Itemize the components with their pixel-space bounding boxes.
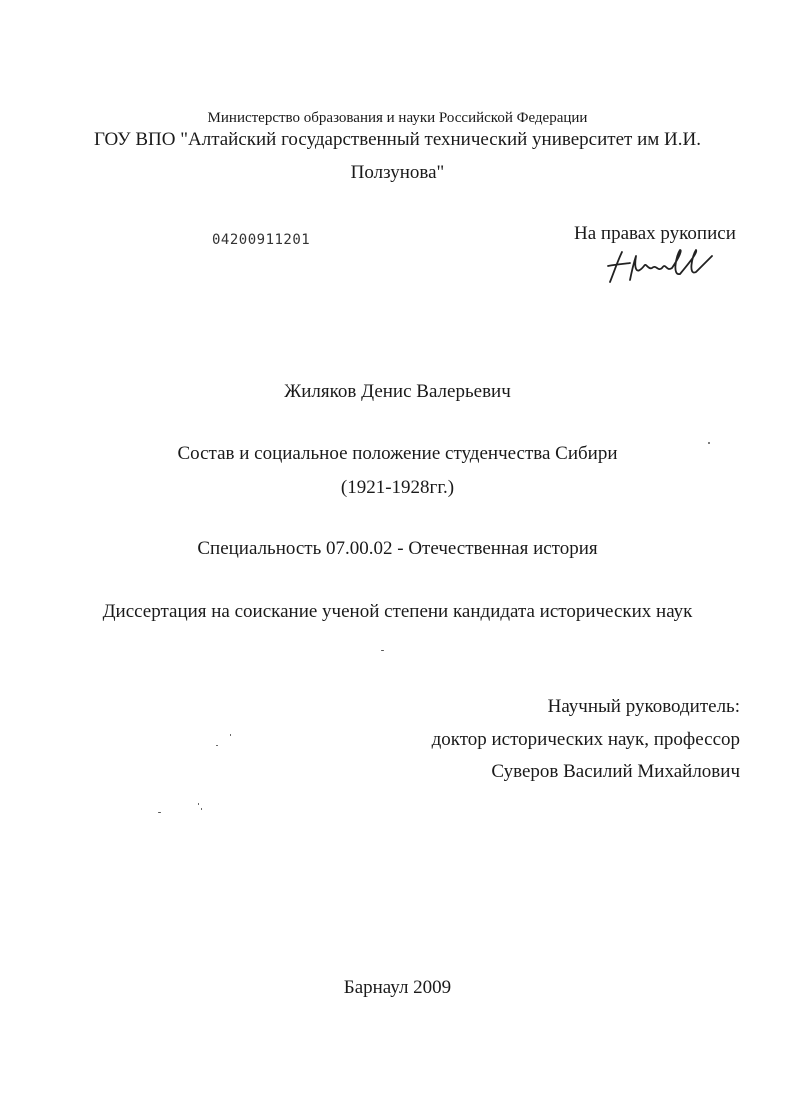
author-name: Жиляков Денис Валерьевич [284, 381, 511, 402]
dissertation-title-line1: Состав и социальное положение студенчества Сибири [177, 443, 618, 464]
scan-speck [198, 803, 199, 805]
scan-speck [230, 734, 231, 736]
university-heading-line2: Ползунова" [350, 162, 445, 183]
registry-number: 04200911201 [212, 232, 311, 248]
manuscript-note: На правах рукописи [574, 223, 736, 244]
ministry-heading: Министерство образования и науки Российской Федерации [207, 110, 588, 126]
university-heading-line1: ГОУ ВПО "Алтайский государственный технический университет им И.И. [94, 129, 701, 150]
scan-speck [201, 808, 202, 810]
dissertation-title-line2: (1921-1928гг.) [340, 477, 455, 498]
scan-speck [216, 745, 218, 746]
specialty: Специальность 07.00.02 - Отечественная история [197, 538, 598, 559]
dissertation-type: Диссертация на соискание ученой степени кандидата исторических наук [102, 601, 693, 622]
city-year: Барнаул 2009 [343, 977, 452, 998]
advisor-name: Суверов Василий Михайлович [491, 761, 740, 782]
scan-speck [381, 650, 384, 651]
scan-speck [158, 812, 161, 813]
handwritten-signature [600, 246, 720, 288]
scan-speck [708, 442, 710, 444]
advisor-label: Научный руководитель: [547, 696, 740, 717]
advisor-degree: доктор исторических наук, профессор [431, 729, 740, 750]
